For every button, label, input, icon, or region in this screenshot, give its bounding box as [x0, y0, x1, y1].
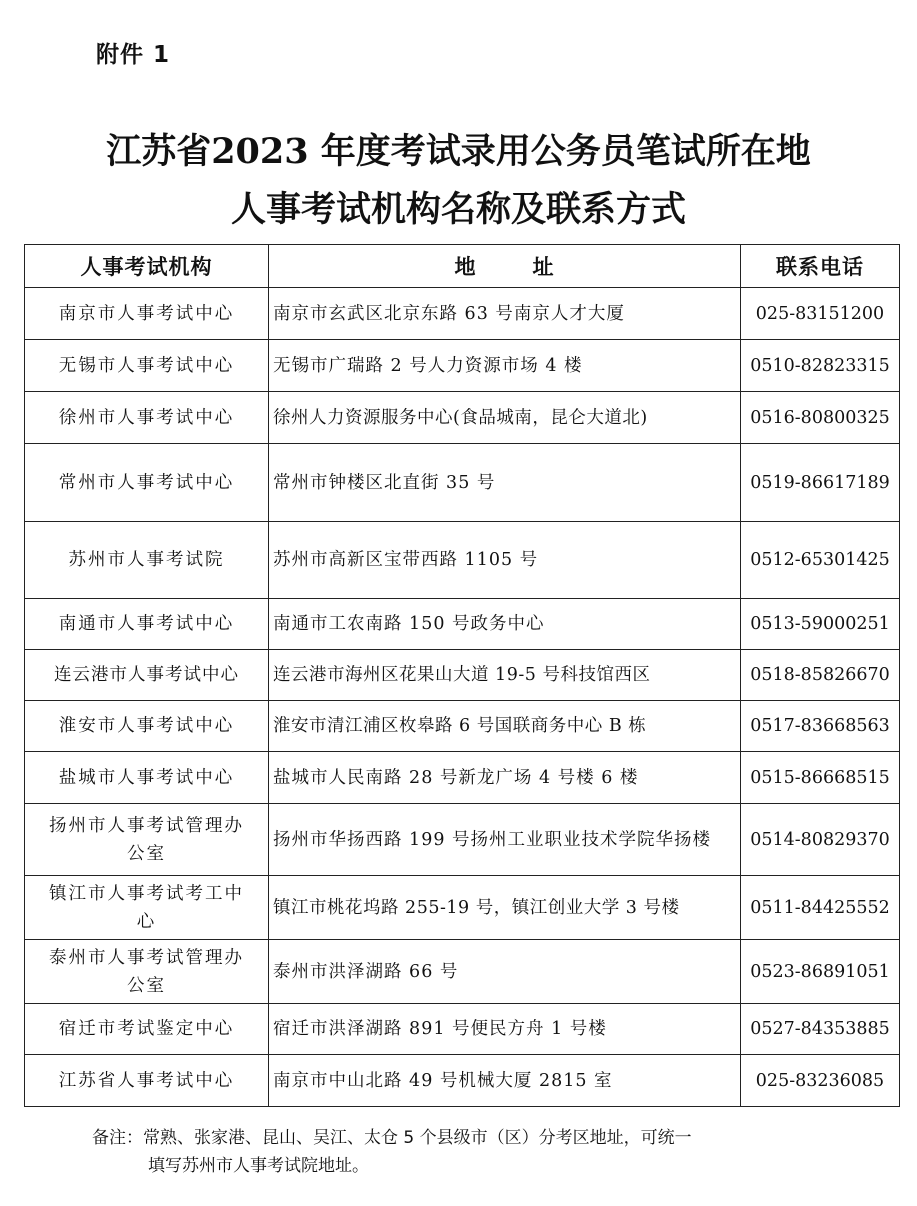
phone-cell: 0514-80829370 — [741, 804, 900, 876]
phone-cell: 0513-59000251 — [741, 599, 900, 650]
org-cell: 镇江市人事考试考工中心 — [25, 876, 269, 940]
org-cell: 宿迁市考试鉴定中心 — [25, 1004, 269, 1055]
table-row — [25, 701, 900, 752]
header-address-char2: 址 — [532, 255, 555, 279]
phone-cell: 0523-86891051 — [741, 940, 900, 1004]
header-address — [269, 245, 741, 288]
phone-cell: 0511-84425552 — [741, 876, 900, 940]
org-cell: 常州市人事考试中心 — [25, 444, 269, 522]
table-row — [25, 340, 900, 392]
footnote-line2: 填写苏州市人事考试院地址。 — [148, 1156, 369, 1176]
table-row — [25, 288, 900, 340]
table-row — [25, 804, 900, 876]
document-title-line2: 人事考试机构名称及联系方式 — [230, 189, 686, 230]
phone-cell: 0517-83668563 — [741, 701, 900, 752]
table-row — [25, 444, 900, 522]
footnote-line1: 备注：常熟、张家港、昆山、吴江、太仓 5 个县级市（区）分考区地址，可统一 — [92, 1128, 692, 1148]
table-row — [25, 876, 900, 940]
org-cell: 徐州市人事考试中心 — [25, 392, 269, 444]
address-cell: 淮安市清江浦区枚皋路 6 号国联商务中心 B 栋 — [269, 701, 741, 752]
header-address-char1: 地 — [454, 255, 477, 279]
org-cell: 苏州市人事考试院 — [25, 522, 269, 599]
phone-cell: 025-83151200 — [741, 288, 900, 340]
address-cell: 镇江市桃花坞路 255-19 号，镇江创业大学 3 号楼 — [269, 876, 741, 940]
contact-table — [24, 244, 900, 1107]
phone-cell: 0519-86617189 — [741, 444, 900, 522]
org-cell: 扬州市人事考试管理办公室 — [25, 804, 269, 876]
address-cell: 无锡市广瑞路 2 号人力资源市场 4 楼 — [269, 340, 741, 392]
org-cell: 江苏省人事考试中心 — [25, 1055, 269, 1107]
table-row — [25, 940, 900, 1004]
address-cell: 常州市钟楼区北直街 35 号 — [269, 444, 741, 522]
address-cell: 连云港市海州区花果山大道 19-5 号科技馆西区 — [269, 650, 741, 701]
table-row — [25, 752, 900, 804]
org-cell: 连云港市人事考试中心 — [25, 650, 269, 701]
org-cell: 泰州市人事考试管理办公室 — [25, 940, 269, 1004]
address-cell: 泰州市洪泽湖路 66 号 — [269, 940, 741, 1004]
address-cell: 徐州人力资源服务中心(食品城南，昆仑大道北) — [269, 392, 741, 444]
attachment-label: 附件 1 — [96, 42, 171, 68]
address-cell: 南通市工农南路 150 号政务中心 — [269, 599, 741, 650]
org-cell: 盐城市人事考试中心 — [25, 752, 269, 804]
table-header-row — [25, 245, 900, 288]
phone-cell: 0518-85826670 — [741, 650, 900, 701]
address-cell: 盐城市人民南路 28 号新龙广场 4 号楼 6 楼 — [269, 752, 741, 804]
address-cell: 苏州市高新区宝带西路 1105 号 — [269, 522, 741, 599]
table-row — [25, 392, 900, 444]
phone-cell: 0516-80800325 — [741, 392, 900, 444]
header-org: 人事考试机构 — [25, 245, 269, 288]
address-cell: 南京市中山北路 49 号机械大厦 2815 室 — [269, 1055, 741, 1107]
table-row — [25, 650, 900, 701]
org-cell: 无锡市人事考试中心 — [25, 340, 269, 392]
org-cell: 淮安市人事考试中心 — [25, 701, 269, 752]
table-row — [25, 522, 900, 599]
org-cell: 南通市人事考试中心 — [25, 599, 269, 650]
address-cell: 南京市玄武区北京东路 63 号南京人才大厦 — [269, 288, 741, 340]
address-cell: 扬州市华扬西路 199 号扬州工业职业技术学院华扬楼 — [269, 804, 741, 876]
table-row — [25, 1004, 900, 1055]
document-title-line1: 江苏省2023 年度考试录用公务员笔试所在地 — [106, 131, 811, 172]
phone-cell: 0510-82823315 — [741, 340, 900, 392]
footnote — [92, 1124, 872, 1180]
table-row — [25, 1055, 900, 1107]
table-row — [25, 599, 900, 650]
org-cell: 南京市人事考试中心 — [25, 288, 269, 340]
header-phone: 联系电话 — [741, 245, 900, 288]
phone-cell: 0527-84353885 — [741, 1004, 900, 1055]
phone-cell: 025-83236085 — [741, 1055, 900, 1107]
address-cell: 宿迁市洪泽湖路 891 号便民方舟 1 号楼 — [269, 1004, 741, 1055]
phone-cell: 0512-65301425 — [741, 522, 900, 599]
phone-cell: 0515-86668515 — [741, 752, 900, 804]
